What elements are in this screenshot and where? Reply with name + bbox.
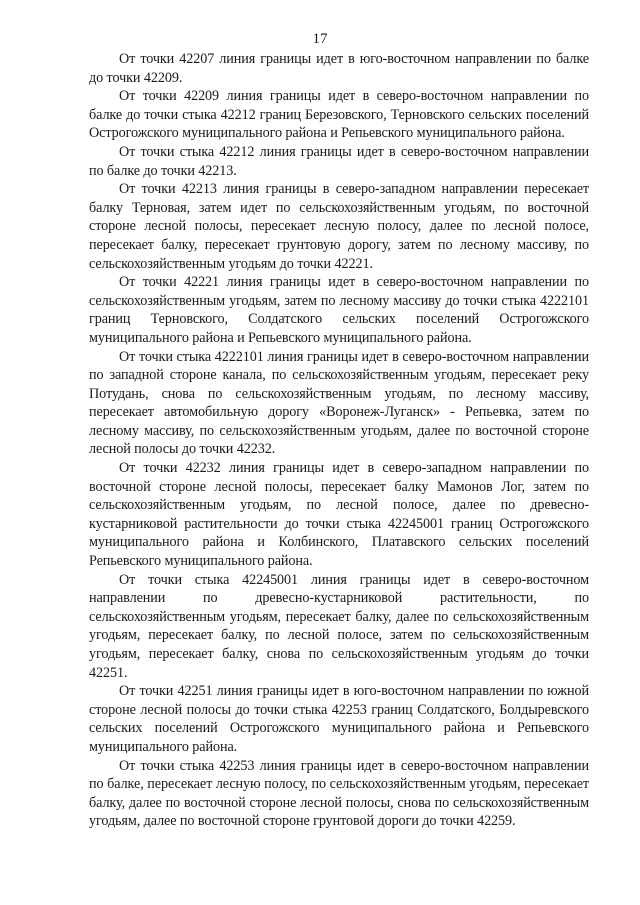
paragraph-1: От точки 42207 линия границы идет в юго-восточном направлении по балке до точки 42209. xyxy=(89,51,589,86)
document-body xyxy=(89,50,589,831)
page-number: 17 xyxy=(312,31,328,47)
paragraph-9: От точки 42251 линия границы идет в юго-восточном направлении по южной стороне лесной полосы до точки стыка 42253 границ Солдатского, Болдыревского сельских поселений Острогожского муниципального района и Репьевского муниципального района. xyxy=(89,683,589,755)
paragraph-4: От точки 42213 линия границы в северо-западном направлении пересекает балку Терновая, затем идет по сельскохозяйственным угодьям, по восточной стороне лесной полосы, пересекает лесную полосу, далее по лесной полосе, пересекает балку, пересекает грунтовую дорогу, затем по лесному массиву, по сельскохозяйственным угодьям до точки 42221. xyxy=(89,181,589,272)
paragraph-10: От точки стыка 42253 линия границы идет в северо-восточном направлении по балке, пересекает лесную полосу, по сельскохозяйственным угодьям, пересекает балку, далее по восточной стороне лесной полосы, снова по сельскохозяйственным угодьям, далее по восточной стороне грунтовой дороги до точки 42259. xyxy=(89,757,589,830)
paragraph-7: От точки 42232 линия границы идет в северо-западном направлении по восточной стороне лесной полосы, пересекает балку Мамонов Лог, затем по сельскохозяйственным угодьям, по лесной полосе, далее по древесно-кустарниковой растительности до точки стыка 42245001 границ Острогожского муниципального района и Колбинского, Платавского сельских поселений Репьевского муниципального района. xyxy=(89,460,589,570)
paragraph-8: От точки стыка 42245001 линия границы идет в северо-восточном направлении по древесно-кустарниковой растительности, по сельскохозяйственным угодьям, пересекает балку, далее по сельскохозяйственным угодьям, пересекает балку, по лесной полосе, затем по сельскохозяйственным угодьям, пересекает балку, снова по сельскохозяйственным угодьям до точки 42251. xyxy=(89,571,589,681)
paragraph-5: От точки 42221 линия границы идет в северо-восточном направлении по сельскохозяйственным угодьям, затем по лесному массиву до точки стыка 4222101 границ Терновского, Солдатского сельских поселений Острогожского муниципального района и Репьевского муниципального района. xyxy=(89,274,589,346)
paragraph-2: От точки 42209 линия границы идет в северо-восточном направлении по балке до точки стыка 42212 границ Березовского, Терновского сельских поселений Острогожского муниципального района и Репьевского муниципального района. xyxy=(89,88,589,142)
paragraph-3: От точки стыка 42212 линия границы идет в северо-восточном направлении по балке до точки 42213. xyxy=(89,143,589,179)
paragraph-6: От точки стыка 4222101 линия границы идет в северо-восточном направлении по западной стороне канала, по сельскохозяйственным угодьям, пересекает реку Потудань, снова по сельскохозяйственным угодьям, по лесному массиву, пересекает автомобильную дорогу «Воронеж-Луганск» - Репьевка, затем по лесному массиву, по сельскохозяйственным угодьям, далее по восточной стороне лесной полосы до точки 42232. xyxy=(89,348,589,458)
